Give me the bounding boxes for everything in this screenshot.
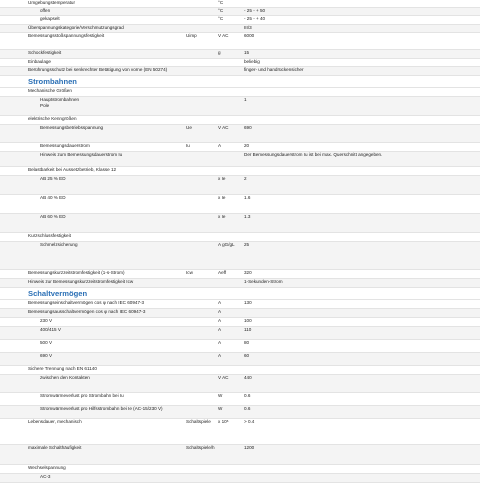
spec-label: AB 60 % ED	[40, 214, 66, 219]
spec-value: 80	[244, 340, 250, 345]
spec-unit: W	[218, 406, 223, 411]
spec-symbol: Schaltspiele/h	[186, 445, 215, 450]
spec-unit: A	[218, 353, 222, 358]
spec-row	[0, 59, 480, 67]
spec-row	[0, 25, 480, 33]
spec-label: Kurzschlussfestigkeit	[28, 233, 71, 238]
rows-environment	[0, 0, 480, 76]
spec-value: 60	[244, 353, 250, 358]
spec-row	[0, 88, 480, 97]
spec-label: Bemessungskurzzeitstromfestigkeit (1-s-Strom)	[28, 270, 125, 275]
spec-label: Sichere Trennung nach EN 61140	[28, 366, 97, 371]
spec-row	[0, 419, 480, 445]
spec-value: Der Bemessungsdauerstrom Iu ist bei max. Querschnitt angegeben.	[244, 152, 383, 157]
spec-value: 1	[244, 97, 247, 102]
spec-row	[0, 393, 480, 406]
spec-label: Stromwärmeverlust pro Strombahn bei Iu	[40, 393, 124, 398]
spec-unit: x Ie	[218, 195, 226, 200]
spec-unit: A	[218, 327, 222, 332]
spec-value: III/3	[244, 25, 252, 30]
spec-value: 440	[244, 375, 252, 380]
spec-row	[0, 214, 480, 233]
spec-row	[0, 8, 480, 16]
spec-unit: °C	[218, 8, 224, 13]
spec-row	[0, 318, 480, 327]
spec-row	[0, 16, 480, 25]
rows-schaltvermoegen	[0, 300, 480, 483]
spec-label: Stromwärmeverlust pro Hilfsstrombahn bei Ie (AC-15/230 V)	[40, 406, 163, 411]
spec-unit: Aeff	[218, 270, 227, 275]
spec-row	[0, 445, 480, 465]
spec-row	[0, 233, 480, 242]
spec-row	[0, 143, 480, 152]
spec-value: 25	[244, 242, 250, 247]
spec-value: 6000	[244, 33, 255, 38]
spec-label: Hauptstrombahnen Pole	[40, 97, 80, 108]
spec-unit: x Ie	[218, 176, 226, 181]
spec-label: zwischen den Kontakten	[40, 375, 90, 380]
spec-label: gekapselt	[40, 16, 60, 21]
spec-label: maximale Schalthäufigkeit	[28, 445, 82, 450]
spec-value: 2	[244, 176, 247, 181]
spec-label: Bemessungseinschaltvermögen cos φ nach IEC 60947-3	[28, 300, 145, 305]
spec-unit: V AC	[218, 125, 229, 130]
spec-label: 690 V	[40, 353, 53, 358]
spec-unit: x Ie	[218, 214, 226, 219]
spec-symbol: Schaltspiele	[186, 419, 211, 424]
spec-label: 500 V	[40, 340, 53, 345]
spec-symbol: Icw	[186, 270, 193, 275]
spec-row	[0, 116, 480, 125]
spec-unit: A	[218, 143, 222, 148]
spec-row	[0, 366, 480, 375]
spec-unit: A	[218, 300, 222, 305]
spec-row	[0, 406, 480, 419]
spec-label: Wechselspannung	[28, 465, 66, 470]
spec-label: Hinweis zum Bemessungsdauerstrom Iu	[40, 152, 123, 157]
spec-label: Bemessungsausschaltvermögen cos φ nach IEC 60947-3	[28, 309, 146, 314]
spec-row	[0, 176, 480, 195]
spec-unit: A	[218, 309, 222, 314]
spec-value: 320	[244, 270, 252, 275]
rows-strombahnen	[0, 88, 480, 288]
spec-label: Belastbarkeit bei Aussetzbetrieb, Klasse 12	[28, 167, 117, 172]
spec-row	[0, 309, 480, 318]
spec-unit: V AC	[218, 375, 229, 380]
spec-label: AB 25 % ED	[40, 176, 66, 181]
spec-value: 0.6	[244, 406, 251, 411]
spec-value: beliebig	[244, 59, 260, 64]
spec-unit: A gG/gL	[218, 242, 235, 247]
spec-unit: A	[218, 340, 222, 345]
spec-row	[0, 0, 480, 8]
spec-value: > 0.4	[244, 419, 255, 424]
spec-unit: °C	[218, 0, 224, 5]
spec-row	[0, 353, 480, 366]
spec-label: Überspannungskategorie/Verschmutzungsgrad	[28, 25, 124, 30]
spec-value: 1.6	[244, 195, 251, 200]
spec-label: Umgebungstemperatur	[28, 0, 75, 5]
spec-row	[0, 33, 480, 50]
spec-row	[0, 67, 480, 76]
spec-label: Schmelzsicherung	[40, 242, 78, 247]
spec-label: Lebensdauer, mechanisch	[28, 419, 82, 424]
spec-row	[0, 152, 480, 167]
spec-row	[0, 125, 480, 143]
spec-row	[0, 327, 480, 340]
spec-row	[0, 474, 480, 483]
spec-row	[0, 270, 480, 279]
spec-unit: W	[218, 393, 223, 398]
spec-label: Bemessungsdauerstrom	[40, 143, 90, 148]
section-heading-schaltvermoegen: Schaltvermögen	[0, 288, 480, 300]
spec-value: 1-Sekunden-Strom	[244, 279, 283, 284]
spec-symbol: Iu	[186, 143, 190, 148]
spec-value: finger- und handrückensicher	[244, 67, 304, 72]
spec-value: 15	[244, 50, 250, 55]
spec-row	[0, 50, 480, 59]
spec-label: Bemessungsstoßspannungsfestigkeit	[28, 33, 105, 38]
spec-value: 100	[244, 318, 252, 323]
spec-unit: g	[218, 50, 221, 55]
spec-unit: V AC	[218, 33, 229, 38]
spec-label: AB 40 % ED	[40, 195, 66, 200]
spec-row	[0, 167, 480, 176]
spec-value: 20	[244, 143, 250, 148]
spec-value: 110	[244, 327, 252, 332]
spec-symbol: Ue	[186, 125, 192, 130]
spec-unit: °C	[218, 16, 224, 21]
section-heading-strombahnen: Strombahnen	[0, 76, 480, 88]
spec-row	[0, 279, 480, 288]
spec-label: Schockfestigkeit	[28, 50, 62, 55]
spec-row	[0, 195, 480, 214]
spec-label: 400/415 V	[40, 327, 61, 332]
spec-label: elektrische Kenngrößen	[28, 116, 77, 121]
spec-unit: x 10⁶	[218, 419, 229, 424]
spec-label: Bemessungsbetriebsspannung	[40, 125, 104, 130]
spec-label: 230 V	[40, 318, 53, 323]
spec-row	[0, 300, 480, 309]
spec-value: 130	[244, 300, 252, 305]
spec-label: AC-3	[40, 474, 51, 479]
spec-row	[0, 242, 480, 270]
spec-row	[0, 375, 480, 393]
spec-value: 1.3	[244, 214, 251, 219]
spec-row	[0, 465, 480, 474]
spec-value: - 25 - + 50	[244, 8, 266, 13]
spec-value: 0.6	[244, 393, 251, 398]
spec-label: Einbaulage	[28, 59, 51, 64]
spec-row	[0, 340, 480, 353]
spec-value: 690	[244, 125, 252, 130]
spec-label: Hinweis zur Bemessungskurzzeitstromfestigkeit Icw	[28, 279, 134, 284]
spec-unit: A	[218, 318, 222, 323]
spec-value: 1200	[244, 445, 255, 450]
spec-label: Berührungsschutz bei senkrechter Betätigung von vorne (EN 50274)	[28, 67, 168, 72]
spec-symbol: Uimp	[186, 33, 197, 38]
spec-value: - 25 - + 40	[244, 16, 266, 21]
spec-label: Mechanische Größen	[28, 88, 72, 93]
spec-label: offen	[40, 8, 51, 13]
spec-row	[0, 97, 480, 116]
